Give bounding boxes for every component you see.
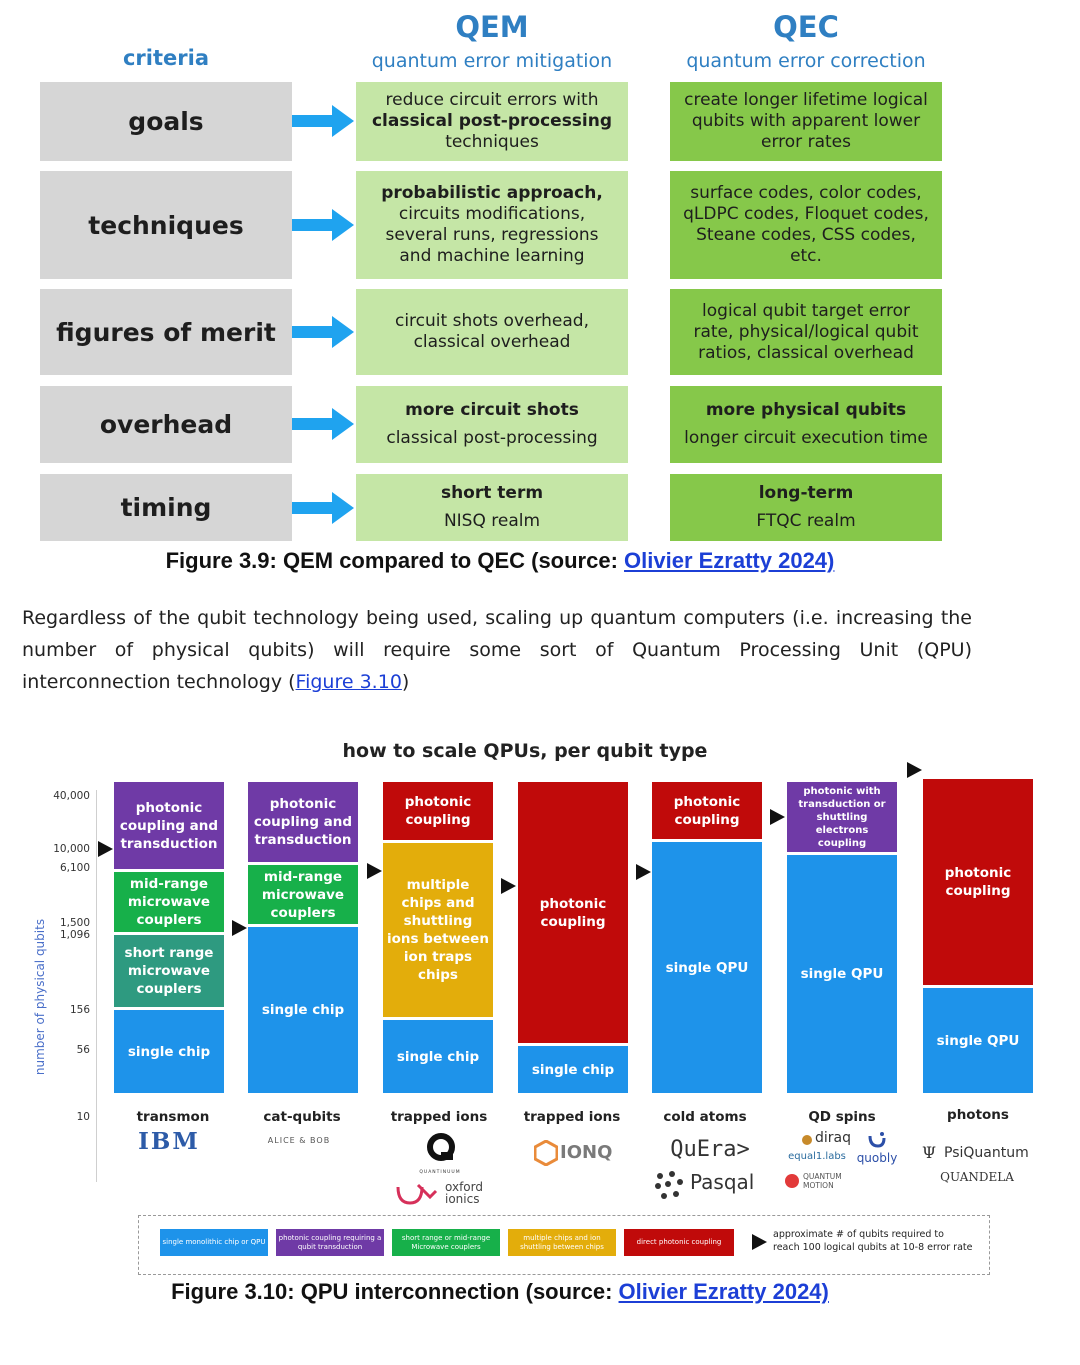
criterion-overhead: overhead	[40, 386, 292, 463]
qubit-target-marker	[636, 864, 651, 880]
category-label: trapped ions	[523, 1109, 621, 1125]
qec-goals-line: qubits with apparent lower	[691, 111, 921, 131]
legend-item: single monolithic chip or QPU	[160, 1229, 268, 1256]
qubit-target-marker	[770, 809, 785, 825]
qem-techniques-line: several runs, regressions	[385, 225, 599, 245]
bar-segment-single-chip: single chip	[518, 1046, 628, 1093]
qec-overhead	[670, 386, 942, 463]
paragraph-end: )	[401, 671, 410, 693]
bar-segment-photonic-transduction: photonic with transduction or shuttling electrons coupling	[787, 782, 897, 852]
legend-marker-icon	[752, 1234, 767, 1250]
qec-overhead-line: more physical qubits	[705, 400, 907, 420]
psi-icon: Ψ	[921, 1143, 937, 1162]
bar-segment-multiple-chips: multiple chips and shuttling ions between ion traps chips	[383, 843, 493, 1017]
body-paragraph	[22, 602, 972, 698]
category-label: trapped ions	[390, 1109, 488, 1125]
arrow-icon	[290, 312, 356, 352]
source-link[interactable]: Olivier Ezratty 2024)	[624, 548, 835, 573]
quantum-motion-label: QUANTUM MOTION	[803, 1172, 842, 1190]
qec-goals-line: error rates	[761, 132, 851, 152]
qubit-target-marker	[98, 841, 113, 857]
y-tick: 10,000	[53, 843, 90, 855]
ionq-logo-icon	[534, 1140, 558, 1166]
qec-techniques-line: surface codes, color codes,	[690, 183, 922, 203]
qem-title: QEM	[455, 10, 529, 44]
qec-figures-of-merit	[670, 289, 942, 375]
qem-fom-line: circuit shots overhead,	[394, 311, 589, 331]
qem-techniques	[356, 171, 628, 279]
bar-segment-short-range: short range microwave couplers	[114, 935, 224, 1007]
pasqal-logo-icon	[652, 1170, 686, 1200]
bar-segment-photonic-transduction: photonic coupling and transduction	[248, 782, 358, 862]
bar-segment-photonic: photonic coupling	[923, 779, 1033, 985]
qem-timing	[356, 474, 628, 541]
criterion-timing: timing	[40, 474, 292, 541]
qem-overhead-line: more circuit shots	[405, 400, 579, 420]
bar-segment-photonic: photonic coupling	[383, 782, 493, 840]
alice-bob-logo: ALICE & BOB	[267, 1136, 331, 1145]
y-axis-label: number of physical qubits	[33, 918, 47, 1076]
caption-text: Figure 3.9: QEM compared to QEC (source:	[165, 548, 625, 573]
bar-segment-single-qpu: single QPU	[652, 842, 762, 1093]
bar-segment-single-qpu: single QPU	[787, 855, 897, 1093]
y-tick: 156	[69, 1004, 90, 1016]
quera-logo: QuEra>	[670, 1137, 750, 1162]
qec-fom-line: logical qubit target error	[702, 300, 910, 321]
category-label: QD spins	[808, 1109, 876, 1125]
ibm-logo: IBM	[138, 1128, 200, 1155]
qec-techniques-line: Steane codes, CSS codes,	[696, 225, 916, 245]
figure-caption	[0, 1279, 1000, 1305]
bar-segment-single-chip: single chip	[383, 1020, 493, 1093]
y-tick: 1,500	[59, 917, 90, 929]
arrow-icon	[290, 488, 356, 528]
criterion-goals: goals	[40, 82, 292, 161]
qec-overhead-line: longer circuit execution time	[684, 428, 928, 448]
pasqal-label: Pasqal	[690, 1170, 755, 1194]
chart-title: how to scale QPUs, per qubit type	[342, 740, 708, 762]
bar-segment-mid-range: mid-range microwave couplers	[114, 872, 224, 932]
criterion-figures-of-merit: figures of merit	[40, 289, 292, 375]
qec-fom-line: ratios, classical overhead	[698, 342, 914, 363]
y-tick: 1,096	[59, 929, 90, 941]
quandela-label: QUANDELA	[940, 1170, 1014, 1184]
qem-goals-line: classical post-processing	[371, 111, 613, 131]
bar-segment-single-qpu: single QPU	[923, 988, 1033, 1093]
qem-goals-line: reduce circuit errors with	[385, 90, 599, 110]
y-tick: 10	[76, 1111, 90, 1123]
figure-link[interactable]: Figure 3.10	[295, 671, 402, 693]
quobly-logo-icon	[866, 1132, 886, 1150]
qem-techniques-line: circuits modifications,	[398, 204, 586, 224]
criterion-techniques: techniques	[40, 171, 292, 279]
y-axis-line	[96, 790, 97, 1182]
qubit-target-marker	[501, 878, 516, 894]
source-link[interactable]: Olivier Ezratty 2024)	[618, 1279, 829, 1304]
legend-item: direct photonic coupling	[624, 1229, 734, 1256]
quantinuum-logo-icon	[425, 1132, 457, 1164]
category-label: transmon	[136, 1109, 210, 1125]
qec-timing	[670, 474, 942, 541]
qec-subtitle: quantum error correction	[686, 50, 926, 72]
qec-timing-line: FTQC realm	[756, 511, 856, 531]
figure-caption	[0, 548, 1000, 574]
y-tick: 56	[76, 1044, 90, 1056]
bar-segment-photonic: photonic coupling	[518, 782, 628, 1043]
qem-figures-of-merit	[356, 289, 628, 375]
oxford-ionics-logo-icon	[396, 1181, 442, 1207]
criteria-header: criteria	[122, 46, 209, 70]
legend-item: multiple chips and ion shuttling between chips	[508, 1229, 616, 1256]
caption-text: Figure 3.10: QPU interconnection (source:	[171, 1279, 619, 1304]
category-label: cat-qubits	[263, 1109, 341, 1125]
equal1-label: equal1.labs	[788, 1151, 846, 1162]
qec-timing-line: long-term	[758, 483, 854, 503]
diraq-label: diraq	[815, 1130, 851, 1146]
qem-timing-line: NISQ realm	[443, 511, 541, 531]
qec-goals-line: create longer lifetime logical	[684, 90, 928, 110]
diraq-logo-icon	[801, 1134, 813, 1146]
category-label: cold atoms	[663, 1109, 747, 1125]
arrow-icon	[290, 404, 356, 444]
quobly-label: quobly	[856, 1151, 898, 1165]
qubit-target-marker	[367, 863, 382, 879]
qubit-target-marker	[907, 762, 922, 778]
qec-techniques	[670, 171, 942, 279]
quantum-motion-logo-icon	[784, 1173, 800, 1189]
bar-segment-single-chip: single chip	[114, 1010, 224, 1093]
qem-subtitle: quantum error mitigation	[371, 50, 613, 72]
bar-segment-photonic-transduction: photonic coupling and transduction	[114, 782, 224, 869]
quantinuum-label: QUANTINUUM	[419, 1170, 461, 1175]
qec-title: QEC	[773, 10, 839, 44]
ionq-label: IONQ	[560, 1142, 613, 1163]
qec-goals	[670, 82, 942, 161]
y-tick: 40,000	[53, 790, 90, 802]
qem-timing-line: short term	[440, 483, 544, 503]
legend-item: short range or mid-range Microwave couplers	[392, 1229, 500, 1256]
arrow-icon	[290, 101, 356, 141]
bar-segment-mid-range: mid-range microwave couplers	[248, 865, 358, 924]
qem-overhead	[356, 386, 628, 463]
qem-techniques-line: probabilistic approach,	[381, 183, 603, 203]
qec-fom-line: rate, physical/logical qubit	[693, 321, 919, 342]
legend-item: photonic coupling requiring a qubit transduction	[276, 1229, 384, 1256]
oxford-ionics-label: oxford ionics	[445, 1180, 483, 1206]
qem-goals-line: techniques	[445, 132, 539, 152]
legend-marker-note: approximate # of qubits required to reach 100 logical qubits at 10-8 error rate	[773, 1229, 973, 1253]
bar-segment-photonic: photonic coupling	[652, 782, 762, 839]
qec-techniques-line: qLDPC codes, Floquet codes,	[683, 204, 929, 224]
qem-techniques-line: and machine learning	[399, 246, 585, 266]
qem-fom-line: classical overhead	[413, 332, 571, 352]
y-tick: 6,100	[59, 862, 90, 874]
qem-overhead-line: classical post-processing	[386, 428, 598, 448]
qubit-target-marker	[232, 920, 247, 936]
qec-techniques-line: etc.	[790, 246, 822, 266]
bar-segment-single-chip: single chip	[248, 927, 358, 1093]
qem-goals	[356, 82, 628, 161]
arrow-icon	[290, 205, 356, 245]
psiquantum-label: PsiQuantum	[944, 1145, 1029, 1161]
paragraph-text: Regardless of the qubit technology being used, scaling up quantum computers (i.e. increasing the number of physical qubits) will require some sort of Quantum Processing Unit (QPU) interconnection technology (	[22, 607, 972, 693]
category-label: photons	[947, 1107, 1009, 1123]
